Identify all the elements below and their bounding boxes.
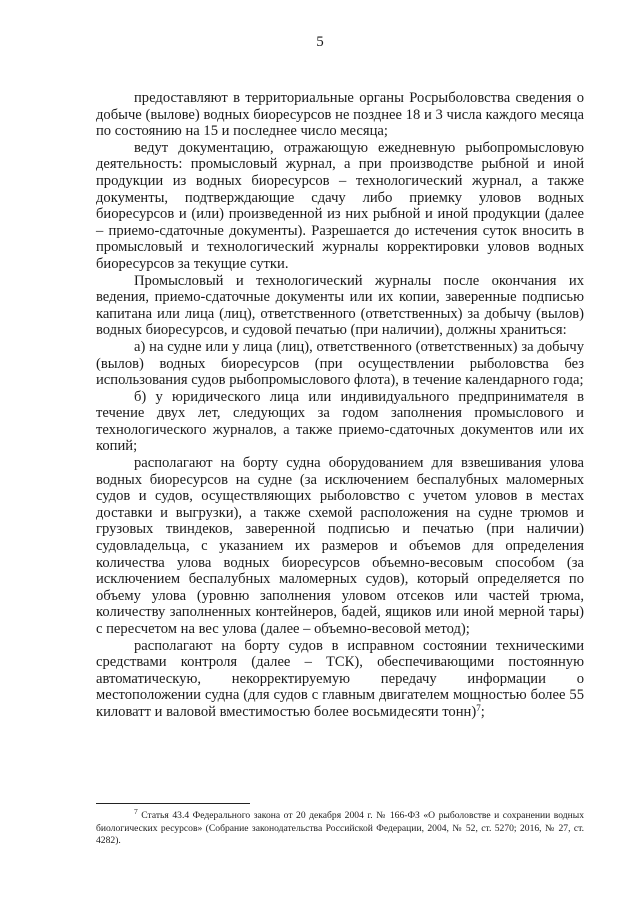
paragraph-weighing-equipment: располагают на борту судна оборудованием для взвешивания улова водных биоресурсов на судне (за исключением беспалубных маломерных судов и судов, осуществляющих рыболовство с учетом уловов в местах доставки и выгрузки), а также схемой расположения на судне трюмов и грузовых твиндеков, заверенной подписью и печатью (при наличии) судовладельца, с указанием их размеров и объемов для определения количества улова водных биоресурсов объемно-весовым способом (за исключением беспалубных маломерных судов), который определяется по объему улова (уровню заполнения уловом отсеков или частей трюма, количеству заполненных контейнеров, бадей, ящиков или иной мерной тары) с пересчетом на вес улова (далее – объемно-весовой метод); [96, 455, 584, 637]
footnote-reference: 7 [476, 702, 481, 713]
paragraph-item-a: а) на судне или у лица (лиц), ответственного (ответственных) за добычу (вылов) водных биоресурсов (при осуществлении рыболовства без использования судов рыбопромыслового флота), в течение календарного года; [96, 338, 584, 389]
paragraph-tsk-text: располагают на борту судов в исправном состоянии техническими средствами контроля (далее – ТСК), обеспечивающими постоянную автоматическую, некорректируемую передачу информации о местоположении судна (для судов с главным двигателем мощностью более 55 киловатт и валовой вместимостью более восьмидесяти тонн) [96, 637, 584, 720]
footnote [96, 807, 584, 848]
paragraph-tsk [96, 638, 584, 721]
paragraph-journal-storage: Промысловый и технологический журналы после окончания их ведения, приемо-сдаточные документы или их копии, заверенные подписью капитана или лица (лиц), ответственного (ответственных) за добычу (вылов) водных биоресурсов, и судовой печатью (при наличии), должны храниться: [96, 272, 584, 339]
page-number: 5 [316, 34, 324, 50]
footnote-divider [96, 803, 250, 804]
paragraph-reporting: предоставляют в территориальные органы Росрыболовства сведения о добыче (вылове) водных биоресурсов не позднее 18 и 3 числа каждого месяца по состоянию на 15 и последнее число месяца; [96, 90, 584, 140]
body-text [96, 90, 584, 721]
paragraph-tsk-tail: ; [480, 703, 485, 720]
paragraph-documentation: ведут документацию, отражающую ежедневную рыбопромысловую деятельность: промысловый журнал, а при производстве рыбной и иной продукции из водных биоресурсов – технологический журнал, а также документы, подтверждающие сдачу либо приемку уловов водных биоресурсов и (или) произведенной из них рыбной и иной продукции (далее – приемо-сдаточные документы). Разрешается до истечения суток вносить в промысловый и технологический журналы корректировки уловов водных биоресурсов за текущие сутки. [96, 139, 584, 272]
paragraph-item-b: б) у юридического лица или индивидуального предпринимателя в течение двух лет, следующих за годом заполнения промыслового и технологического журналов, а также приемо-сдаточных документов или их копий; [96, 388, 584, 455]
footnote-mark: 7 [134, 807, 138, 816]
footnote-text: Статья 43.4 Федерального закона от 20 декабря 2004 г. № 166-ФЗ «О рыболовстве и сохранении водных биологических ресурсов» (Собрание законодательства Российской Федерации, 2004, № 52, ст. 5270; 2016, № 27, ст. 4282). [96, 810, 584, 847]
